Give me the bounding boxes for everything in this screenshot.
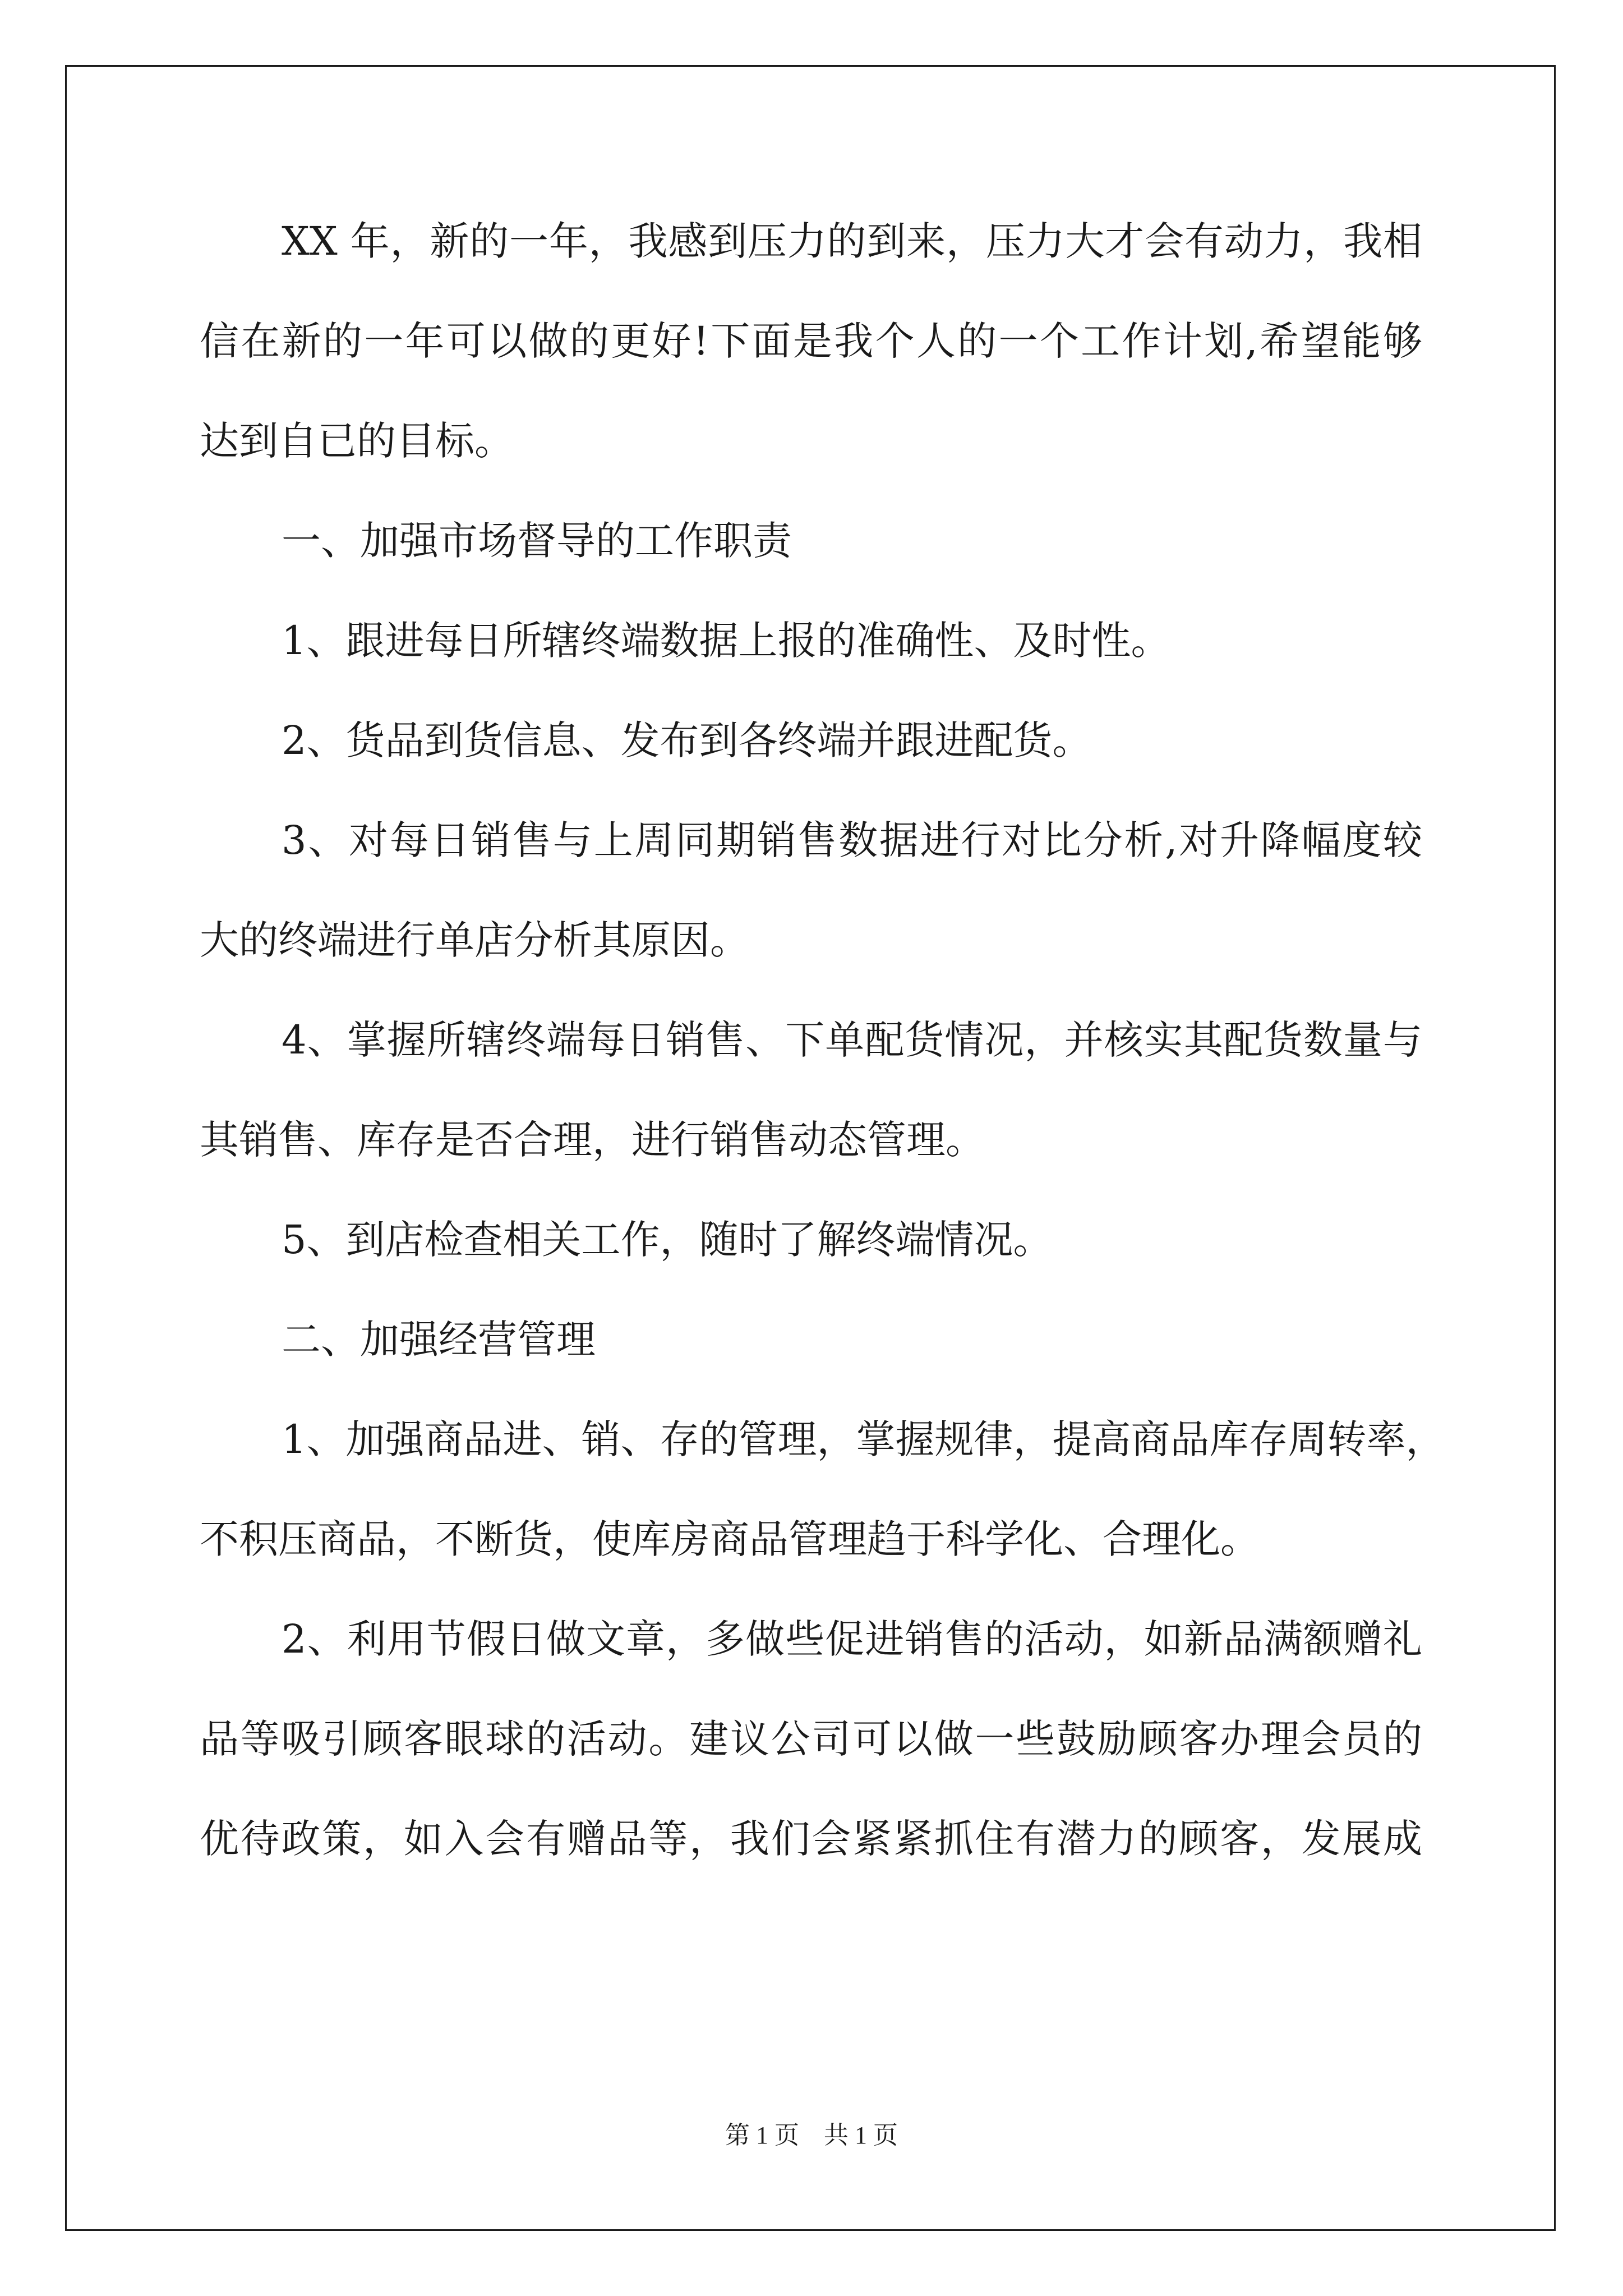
list-item: 3、对每日销售与上周同期销售数据进行对比分析,对升降幅度较 [282, 817, 1422, 863]
list-item: 5、到店检查相关工作，随时了解终端情况。 [282, 1217, 1053, 1263]
paragraph-line: 达到自已的目标。 [200, 418, 514, 464]
paragraph-line: XX 年，新的一年，我感到压力的到来，压力大才会有动力，我相 [282, 218, 1422, 264]
list-item: 1、加强商品进、销、存的管理，掌握规律，提高商品库存周转率， [282, 1416, 1445, 1462]
list-item: 2、利用节假日做文章，多做些促进销售的活动，如新品满额赠礼 [282, 1616, 1422, 1662]
list-item-continuation: 其销售、库存是否合理，进行销售动态管理。 [200, 1117, 985, 1163]
list-item: 1、跟进每日所辖终端数据上报的准确性、及时性。 [282, 618, 1170, 664]
list-item-continuation: 不积压商品，不断货，使库房商品管理趋于科学化、合理化。 [200, 1516, 1260, 1562]
section-heading: 一、加强市场督导的工作职责 [282, 518, 792, 564]
list-item: 4、掌握所辖终端每日销售、下单配货情况，并核实其配货数量与 [282, 1017, 1422, 1063]
list-item-continuation: 大的终端进行单店分析其原因。 [200, 917, 749, 963]
page-footer: 第 1 页 共 1 页 [725, 2122, 898, 2149]
paragraph-line: 信在新的一年可以做的更好!下面是我个人的一个工作计划,希望能够 [200, 318, 1422, 364]
list-item-continuation: 品等吸引顾客眼球的活动。建议公司可以做一些鼓励顾客办理会员的 [200, 1716, 1422, 1762]
list-item-continuation: 优待政策，如入会有赠品等，我们会紧紧抓住有潜力的顾客，发展成 [200, 1816, 1422, 1862]
list-item: 2、货品到货信息、发布到各终端并跟进配货。 [282, 717, 1092, 763]
section-heading: 二、加强经营管理 [282, 1317, 596, 1363]
